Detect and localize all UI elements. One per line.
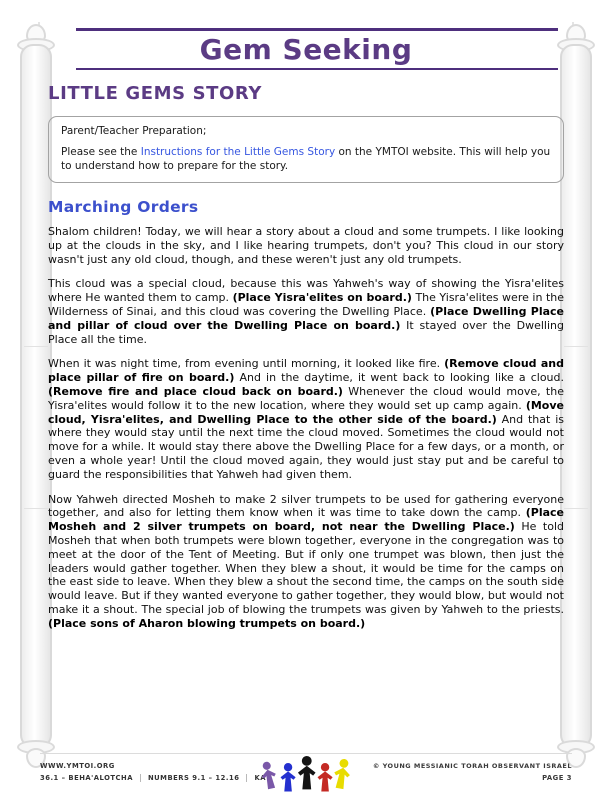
page-footer [40, 753, 572, 784]
prep-text-outro: on the YMTOI website. This will help you to understand how to prepare for the story. [61, 146, 551, 172]
page-title: Gem Seeking [199, 32, 413, 66]
story-paragraph [48, 277, 564, 346]
logo-figure-red [318, 763, 333, 792]
footer-right [373, 760, 572, 784]
footer-left [40, 760, 266, 784]
prep-box-body [61, 145, 551, 173]
footer-level: KA [254, 774, 266, 782]
story-text: And in the daytime, it went back to looking like a cloud. [234, 371, 565, 385]
instructions-link[interactable]: Instructions for the Little Gems Story [140, 146, 336, 158]
footer-copyright: © YOUNG MESSIANIC TORAH OBSERVANT ISRAEL [372, 762, 572, 770]
story-paragraph [48, 225, 564, 266]
ymtoi-children-logo [258, 752, 354, 792]
stage-direction: (Move cloud, Yisra'elites, and Dwelling Place to the other side of the board.) [48, 398, 564, 426]
footer-references [40, 772, 266, 784]
story-paragraph [48, 357, 564, 481]
footer-separator [140, 774, 141, 782]
logo-figure-black [298, 756, 316, 789]
stage-direction: (Remove cloud and place pillar of fire on board.) [48, 357, 565, 385]
logo-figure-blue [281, 763, 296, 792]
story-text: The Yisra'elites were in the Wilderness of Sinai, and this cloud was covering the Dwelling Place. [48, 291, 564, 318]
title-rule-bottom [76, 68, 558, 71]
footer-scripture-ref: NUMBERS 9.1 – 12.16 [147, 774, 240, 782]
stage-direction: (Place Yisra'elites on board.) [232, 291, 412, 305]
story-text: And that is where they would stay until the next time the cloud moved. Sometimes the cloud would not move for a while. It would stay there above the Dwelling Place for a few days, or a month, or even a whole year! Until the cloud moved again, they would just stay put and be careful to guard the responsibilities that Yahweh had given them. [48, 412, 564, 481]
story-heading: Marching Orders [48, 198, 199, 216]
footer-website: WWW.YMTOI.ORG [40, 762, 115, 770]
content-column [48, 28, 564, 631]
prep-text-intro: Please see the [61, 146, 141, 158]
story-paragraph [48, 493, 564, 631]
stage-direction: (Remove fire and place cloud back on board.) [48, 384, 343, 398]
prep-box-heading: Parent/Teacher Preparation; [61, 125, 207, 137]
logo-figure-yellow [332, 758, 353, 790]
story-text: It stayed over the Dwelling Place all the time. [48, 318, 564, 346]
stage-direction: (Place Mosheh and 2 silver trumpets on board, not near the Dwelling Place.) [48, 506, 564, 534]
title-rule-top [76, 28, 558, 31]
stage-direction: (Place sons of Aharon blowing trumpets on board.) [48, 616, 366, 630]
story-text: This cloud was a special cloud, because this was Yahweh's way of showing the Yisra'elites where He wanted them to camp. [48, 277, 564, 305]
footer-page-number: PAGE 3 [542, 774, 572, 782]
story-text: Whenever the cloud would move, the Yisra'elites would follow it to the new location, where they would set up camp again. [48, 384, 564, 412]
scroll-rod-right [560, 18, 592, 774]
story-paragraphs [48, 225, 564, 631]
story-text: He told Mosheh that when both trumpets were blown together, everyone in the congregation was to meet at the door of the Tent of Meeting. But if only one trumpet was blown, then just the leaders would gather together. When they blew a shout, it would be time for the camps on the east side to leave. When they blew a shout the second time, the camps on the south side would leave. But if they wanted everyone to gather together, they would blow, but would not make it a shout. The special job of blowing the trumpets was given by Yahweh to the priests. [48, 520, 564, 616]
footer-separator [246, 774, 247, 782]
footer-lesson-ref: 36.1 – BEHA'ALOTCHA [40, 774, 133, 782]
parent-teacher-preparation-box [48, 116, 564, 183]
story-text: Shalom children! Today, we will hear a story about a cloud and some trumpets. I like looking up at the clouds in the sky, and I like hearing trumpets, don't you? This cloud in our story wasn't just any old cloud, though, and these weren't just any old trumpets. [48, 225, 564, 266]
story-text: Now Yahweh directed Mosheh to make 2 silver trumpets to be used for gathering everyone together, and also for letting them know when it was time to take down the camp. [48, 492, 564, 520]
story-text: When it was night time, from evening until morning, it looked like fire. [48, 357, 445, 371]
stage-direction: (Place Dwelling Place and pillar of cloud over the Dwelling Place on board.) [48, 304, 564, 332]
logo-figure-purple [259, 760, 279, 790]
section-title: LITTLE GEMS STORY [48, 83, 263, 104]
